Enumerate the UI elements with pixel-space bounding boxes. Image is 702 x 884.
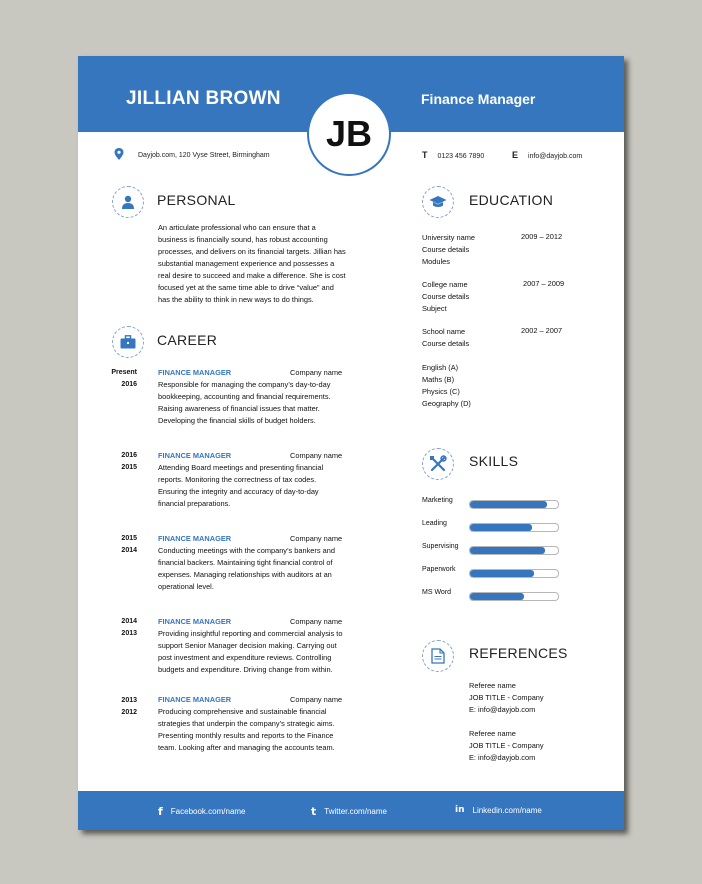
skill-level-bar: [469, 523, 559, 532]
job-line: post investment and expenditure reviews. Controlling: [158, 653, 332, 662]
skill-level-bar: [469, 569, 559, 578]
reference-entry: [469, 728, 544, 764]
job-line: budgets and expenditure. Driving change from within.: [158, 665, 333, 674]
footer-bar: [78, 791, 624, 830]
job-line: bookkeeping, accounting and financial requirements.: [158, 392, 331, 401]
summary-line: has the ability to think in new ways to do things.: [158, 295, 314, 304]
skill-level-fill: [470, 501, 547, 508]
referee-email: E: info@dayjob.com: [469, 705, 536, 714]
summary-line: real desire to succeed and make a difference. She is cost: [158, 271, 346, 280]
job-dates: [97, 367, 137, 391]
job-line: financial backers. Maintaining tight financial control of: [158, 558, 333, 567]
subject-list: [422, 362, 471, 410]
referee-email: E: info@dayjob.com: [469, 753, 536, 762]
briefcase-icon: [120, 335, 136, 349]
graduation-cap-icon: [429, 195, 447, 209]
education-line: Subject: [422, 304, 447, 313]
job-date-end: 2015: [121, 535, 137, 542]
job-role: FINANCE MANAGER: [158, 451, 232, 460]
skill-level-bar: [469, 546, 559, 555]
referee-name: Referee name: [469, 729, 516, 738]
document-icon: [431, 648, 445, 664]
summary-line: business is financially sound, has robust accounting: [158, 235, 328, 244]
job-line: Producing comprehensive and sustainable financial: [158, 707, 327, 716]
job-dates: [97, 533, 137, 557]
education-line: School name: [422, 327, 466, 336]
summary-line: substantial management experience and possesses a: [158, 259, 335, 268]
job-role: FINANCE MANAGER: [158, 534, 232, 543]
job-date-end: 2013: [121, 697, 137, 704]
contact-address: Dayjob.com, 120 Vyse Street, Birmingham: [138, 152, 270, 159]
summary-line: focused yet at the same time able to drive “value” and: [158, 283, 334, 292]
job-description: [158, 545, 335, 593]
summary-line: processes, and delivers on its financial targets. Jillian has: [158, 247, 346, 256]
monogram-badge: JB: [307, 92, 391, 176]
job-line: operational level.: [158, 582, 214, 591]
education-line: College name: [422, 280, 468, 289]
job-description: [158, 462, 323, 510]
job-role: FINANCE MANAGER: [158, 368, 232, 377]
candidate-job-title: Finance Manager: [421, 91, 536, 107]
personal-summary: [158, 222, 346, 306]
education-date: 2002 – 2007: [521, 326, 563, 335]
phone-number: 0123 456 7890: [437, 153, 485, 160]
skill-label: Leading: [422, 520, 447, 527]
career-heading: CAREER: [157, 332, 218, 348]
references-heading: REFERENCES: [469, 645, 568, 661]
job-date-start: 2014: [121, 547, 137, 554]
skill-label: Supervising: [422, 543, 459, 550]
linkedin-link[interactable]: [455, 805, 542, 815]
job-line: Responsible for managing the company’s day-to-day: [158, 380, 331, 389]
job-date-end: Present: [111, 369, 137, 376]
education-entry: [422, 232, 475, 268]
job-description: [158, 379, 331, 427]
job-line: team. Looking after and managing the accounts team.: [158, 743, 335, 752]
job-dates: [97, 450, 137, 474]
candidate-name: JILLIAN BROWN: [126, 88, 281, 109]
references-section-icon: [422, 640, 454, 672]
job-company: Company name: [290, 695, 343, 704]
skill-level-fill: [470, 547, 545, 554]
referee-job-title: JOB TITLE - Company: [469, 693, 544, 702]
twitter-link[interactable]: [311, 805, 387, 818]
job-company: Company name: [290, 617, 343, 626]
job-company: Company name: [290, 368, 343, 377]
subject-grade: Maths (B): [422, 375, 455, 384]
contact-phone: [422, 150, 484, 160]
referee-job-title: JOB TITLE - Company: [469, 741, 544, 750]
job-role: FINANCE MANAGER: [158, 617, 232, 626]
education-section-icon: [422, 186, 454, 218]
job-date-end: 2014: [121, 618, 137, 625]
phone-label: T: [422, 150, 428, 160]
education-line: Modules: [422, 257, 450, 266]
education-date: 2009 – 2012: [521, 232, 563, 241]
subject-grade: Geography (D): [422, 399, 471, 408]
job-description: [158, 628, 342, 676]
contact-email: [512, 150, 582, 160]
skill-level-fill: [470, 524, 532, 531]
skill-level-bar: [469, 500, 559, 509]
education-line: Course details: [422, 245, 470, 254]
education-entry: [422, 279, 469, 315]
skills-heading: SKILLS: [469, 453, 519, 469]
reference-entry: [469, 680, 544, 716]
skill-level-bar: [469, 592, 559, 601]
job-line: Attending Board meetings and presenting financial: [158, 463, 324, 472]
job-line: Ensuring the integrity and accuracy of day-to-day: [158, 487, 319, 496]
job-dates: [97, 616, 137, 640]
job-line: reports. Monitoring the correctness of tax codes.: [158, 475, 317, 484]
skills-section-icon: [422, 448, 454, 480]
job-line: strategies that underpin the company’s strategic aims.: [158, 719, 335, 728]
job-company: Company name: [290, 451, 343, 460]
personal-heading: PERSONAL: [157, 192, 236, 208]
job-line: support Senior Manager decision making. Carrying out: [158, 641, 337, 650]
job-line: Presenting monthly results and reports to the Finance: [158, 731, 334, 740]
job-company: Company name: [290, 534, 343, 543]
tools-icon: [429, 455, 447, 473]
job-date-end: 2016: [121, 452, 137, 459]
email-label: E: [512, 150, 519, 160]
job-date-start: 2015: [121, 464, 137, 471]
job-line: financial preparations.: [158, 499, 231, 508]
education-heading: EDUCATION: [469, 192, 554, 208]
career-section-icon: [112, 326, 144, 358]
skill-label: MS Word: [422, 589, 452, 596]
job-dates: [97, 695, 137, 719]
skill-label: Paperwork: [422, 566, 456, 573]
job-line: Developing the financial skills of budget holders.: [158, 416, 316, 425]
job-line: Raising awareness of financial issues that matter.: [158, 404, 320, 413]
facebook-link[interactable]: [158, 805, 246, 818]
job-line: expenses. Managing relationships with auditors at an: [158, 570, 332, 579]
education-line: University name: [422, 233, 475, 242]
subject-grade: Physics (C): [422, 387, 460, 396]
job-role: FINANCE MANAGER: [158, 695, 232, 704]
facebook-icon: f: [158, 805, 163, 818]
twitter-url: Twitter.com/name: [324, 807, 387, 816]
subject-grade: English (A): [422, 363, 459, 372]
cv-page: [78, 56, 624, 830]
person-icon: [120, 194, 136, 210]
referee-name: Referee name: [469, 681, 516, 690]
job-description: [158, 706, 335, 754]
education-line: Course details: [422, 339, 470, 348]
job-date-start: 2016: [121, 381, 137, 388]
location-pin-icon: [114, 148, 124, 160]
education-line: Course details: [422, 292, 470, 301]
personal-section-icon: [112, 186, 144, 218]
skill-label: Marketing: [422, 497, 453, 504]
linkedin-url: Linkedin.com/name: [472, 805, 542, 815]
job-line: Providing insightful reporting and commercial analysis to: [158, 629, 343, 638]
facebook-url: Facebook.com/name: [170, 807, 246, 816]
job-date-start: 2013: [121, 630, 137, 637]
education-date: 2007 – 2009: [523, 279, 565, 288]
summary-line: An articulate professional who can ensure that a: [158, 223, 316, 232]
twitter-icon: t: [311, 805, 317, 818]
job-line: Conducting meetings with the company’s bankers and: [158, 546, 335, 555]
email-address: info@dayjob.com: [528, 153, 583, 160]
education-entry: [422, 326, 469, 350]
linkedin-icon: in: [455, 805, 465, 815]
skill-level-fill: [470, 570, 534, 577]
job-date-start: 2012: [121, 709, 137, 716]
skill-level-fill: [470, 593, 524, 600]
